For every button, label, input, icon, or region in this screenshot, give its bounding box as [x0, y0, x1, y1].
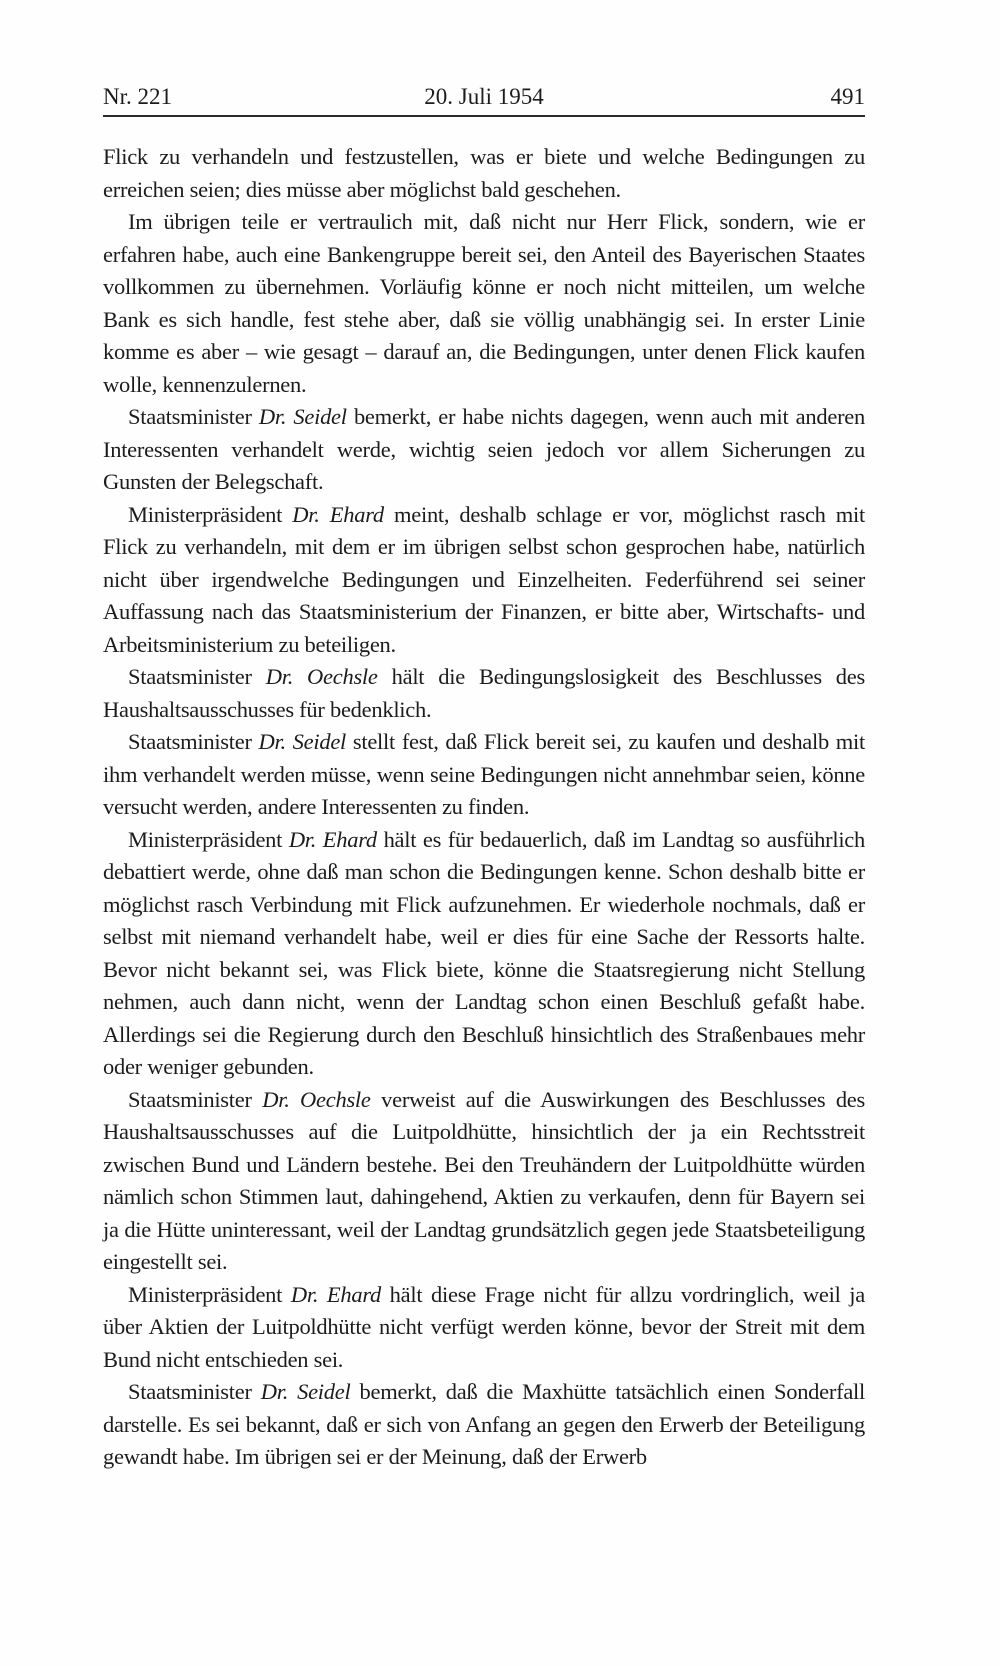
- text-segment: Im übrigen teile er vertraulich mit, daß nicht nur Herr Flick, sondern, wie er erfahren habe, auch eine Bankengruppe bereit sei, den Anteil des Bayerischen Staates vollkommen zu übernehmen. Vorläufig könne er noch nicht mitteilen, um welche Bank es sich handle, fest stehe aber, daß sie völlig unabhängig sei. In erster Linie komme es aber – wie gesagt – darauf an, die Bedingungen, unter denen Flick kaufen wolle, kennenzulernen.: [103, 209, 865, 397]
- paragraph: [103, 661, 865, 726]
- paragraph: [103, 726, 865, 824]
- text-segment: Staatsminister: [128, 404, 259, 429]
- speaker-name: Dr. Seidel: [260, 1379, 351, 1404]
- text-segment: stellt fest, daß Flick bereit sei, zu kaufen und deshalb mit ihm verhandelt werden müsse, wenn seine Bedingungen nicht annehmbar seien, könne versucht werden, andere Interessenten zu finden.: [103, 729, 865, 819]
- speaker-name: Dr. Ehard: [292, 501, 384, 527]
- text-segment: bemerkt, er habe nichts dagegen, wenn auch mit anderen Interessenten verhandelt werde, wichtig seien jedoch vor allem Sicherungen zu Gunsten der Belegschaft.: [103, 404, 865, 494]
- text-segment: Staatsminister: [128, 1379, 261, 1404]
- paragraph: [103, 141, 865, 206]
- speaker-name: Dr. Seidel: [258, 729, 347, 754]
- paragraph: [103, 1279, 865, 1377]
- text-segment: verweist auf die Auswirkungen des Beschlusses des Haushaltsausschusses auf die Luitpoldhütte, hinsichtlich der ja ein Rechtsstreit zwischen Bund und Ländern bestehe. Bei den Treuhändern der Luitpoldhütte würden nämlich schon Stimmen laut, dahingehend, Aktien zu verkaufen, denn für Bayern sei ja die Hütte uninteressant, weil der Landtag grundsätzlich gegen jede Staatsbeteiligung eingestellt sei.: [103, 1086, 865, 1274]
- text-segment: hält diese Frage nicht für allzu vordringlich, weil ja über Aktien der Luitpoldhütte nicht verfügt werden könne, bevor der Streit mit dem Bund nicht entschieden sei.: [103, 1281, 865, 1372]
- speaker-name: Dr. Oechsle: [262, 1086, 371, 1112]
- header-page-number: 491: [830, 84, 865, 109]
- text-segment: bemerkt, daß die Maxhütte tatsächlich einen Sonderfall darstelle. Es sei bekannt, daß er sich von Anfang an gegen den Erwerb der Beteiligung gewandt habe. Im übrigen sei er der Meinung, daß der Erwerb: [103, 1379, 866, 1469]
- paragraph: [103, 1084, 865, 1279]
- header-date: 20. Juli 1954: [424, 84, 544, 109]
- paragraph: [103, 824, 865, 1084]
- document-body: [103, 141, 865, 1474]
- text-segment: hält die Bedingungslosigkeit des Beschlusses des Haushaltsausschusses für bedenklich.: [103, 664, 865, 722]
- text-segment: Ministerpräsident: [128, 1281, 291, 1307]
- paragraph: [103, 401, 865, 499]
- text-segment: Ministerpräsident: [128, 826, 289, 852]
- text-segment: Staatsminister: [128, 729, 259, 754]
- running-header: [103, 84, 865, 117]
- header-issue-number: Nr. 221: [103, 84, 172, 109]
- text-segment: Staatsminister: [128, 1086, 263, 1112]
- text-segment: hält es für bedauerlich, daß im Landtag so ausführlich debattiert werde, ohne daß man schon die Bedingungen kenne. Schon deshalb bitte er möglichst rasch Verbindung mit Flick aufzunehmen. Er wiederhole nochmals, daß er selbst mit niemand verhandelt habe, weil er dies für eine Sache der Ressorts halte. Bevor nicht bekannt sei, was Flick biete, könne die Staatsregierung nicht Stellung nehmen, auch dann nicht, wenn der Landtag schon einen Beschluß gefaßt habe. Allerdings sei die Regierung durch den Beschluß hinsichtlich des Straßenbaues mehr oder weniger gebunden.: [103, 826, 865, 1079]
- paragraph: [103, 206, 865, 401]
- text-segment: Flick zu verhandeln und festzustellen, was er biete und welche Bedingungen zu erreichen seien; dies müsse aber möglichst bald geschehen.: [103, 144, 865, 202]
- paragraph: [103, 499, 865, 662]
- speaker-name: Dr. Seidel: [258, 404, 347, 429]
- speaker-name: Dr. Oechsle: [265, 664, 378, 689]
- text-segment: Ministerpräsident: [128, 501, 293, 527]
- text-segment: meint, deshalb schlage er vor, möglichst rasch mit Flick zu verhandeln, mit dem er im übrigen selbst schon gesprochen habe, natürlich nicht über irgendwelche Bedingungen und Einzelheiten. Federführend sei seiner Auffassung nach das Staatsministerium der Finanzen, er bitte aber, Wirtschafts- und Arbeitsministerium zu beteiligen.: [103, 501, 865, 657]
- speaker-name: Dr. Ehard: [290, 1281, 381, 1307]
- text-segment: Staatsminister: [128, 664, 266, 689]
- speaker-name: Dr. Ehard: [288, 826, 377, 852]
- paragraph: [103, 1376, 865, 1474]
